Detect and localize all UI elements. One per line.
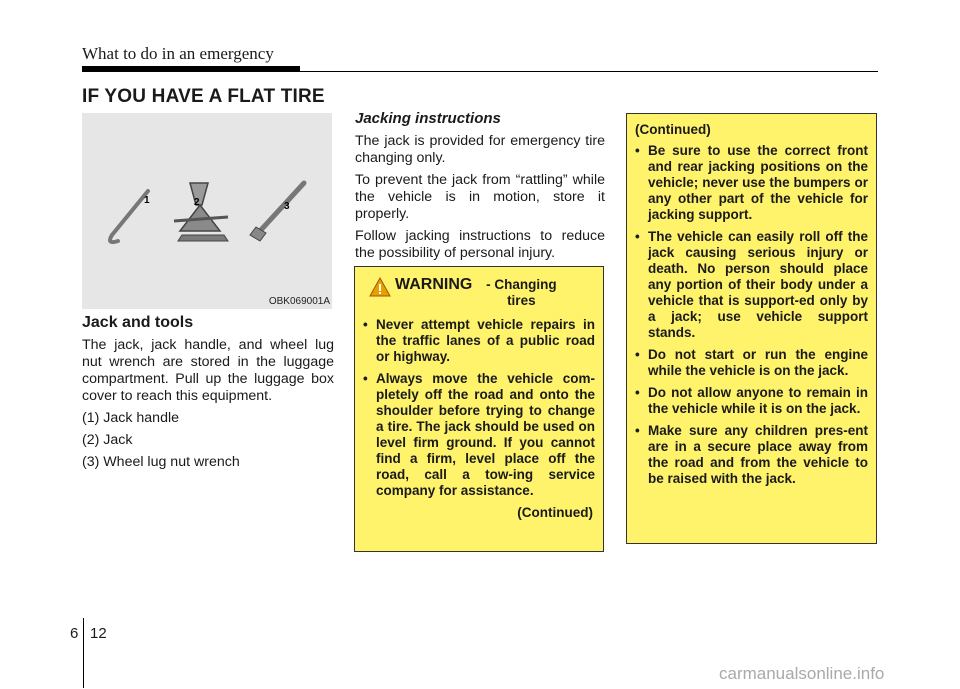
warning-continued: (Continued) [517,505,593,520]
section-number: 6 [70,625,79,642]
warning-box [354,266,604,552]
continued-list [635,143,868,487]
continued-bullet: • Do not start or run the engine while the vehicle is on the jack. [635,347,868,378]
jacking-paragraph: Follow jacking instructions to reduce the possibility of personal injury. [355,228,605,261]
header-rule [82,71,878,72]
jacking-heading: Jacking instructions [355,110,501,127]
tool-item: (3) Wheel lug nut wrench [82,454,240,470]
callout-1: 1 [144,195,150,206]
continued-bullet: • Be sure to use the correct front and rear jacking positions on the vehicle; never use the bumpers or any other part of the vehicle for jacking support. [635,143,868,222]
tool-item: (2) Jack [82,432,133,448]
continued-warning-box [626,113,877,544]
callout-3: 3 [284,201,290,212]
tool-item: (1) Jack handle [82,410,179,426]
warning-bullet: • Always move the vehicle com-pletely off the road and onto the shoulder before trying to change a tire. The jack should be used on level firm ground. If you cannot find a firm, level place off the road, call a tow-ing service company for assistance. [363,371,595,498]
warning-word: WARNING [395,276,473,293]
jack-tools-body: The jack, jack handle, and wheel lug nut wrench are stored in the luggage compartment. Pull up the luggage box cover to reach this equipment. [82,337,334,404]
watermark: carmanualsonline.info [719,664,885,683]
page-number: 12 [90,625,107,642]
continued-bullet: • Make sure any children pres-ent are in a secure place away from the road and from the vehicle to be raised with the jack. [635,423,868,486]
continued-bullet: • Do not allow anyone to remain in the vehicle while it is on the jack. [635,385,868,416]
jacking-section [355,110,605,267]
section-title: IF YOU HAVE A FLAT TIRE [82,86,325,107]
callout-2: 2 [194,197,200,208]
jacking-paragraph: To prevent the jack from “rattling” while the vehicle is in motion, store it properly. [355,172,605,222]
warning-bullet: • Never attempt vehicle repairs in the traffic lanes of a public road or highway. [363,317,595,364]
continued-label: (Continued) [635,122,711,137]
running-title: What to do in an emergency [82,44,274,63]
continued-bullet: • The vehicle can easily roll off the jack causing serious injury or death. No person should place any portion of their body under a vehicle that is support-ed only by a jack; use vehicle support stands. [635,229,868,340]
footer-rule [83,618,84,688]
warning-triangle-icon [369,277,391,297]
warning-header [369,277,595,309]
figure-code: OBK069001A [268,296,330,307]
jack-tools-section [82,314,334,476]
jack-tools-figure [82,113,332,309]
jack-tools-heading: Jack and tools [82,314,194,331]
jacking-paragraph: The jack is provided for emergency tire changing only. [355,133,605,166]
jack-tools-illustration [82,113,332,309]
warning-list [363,317,595,499]
warning-subtitle: - Changing tires [486,277,557,308]
